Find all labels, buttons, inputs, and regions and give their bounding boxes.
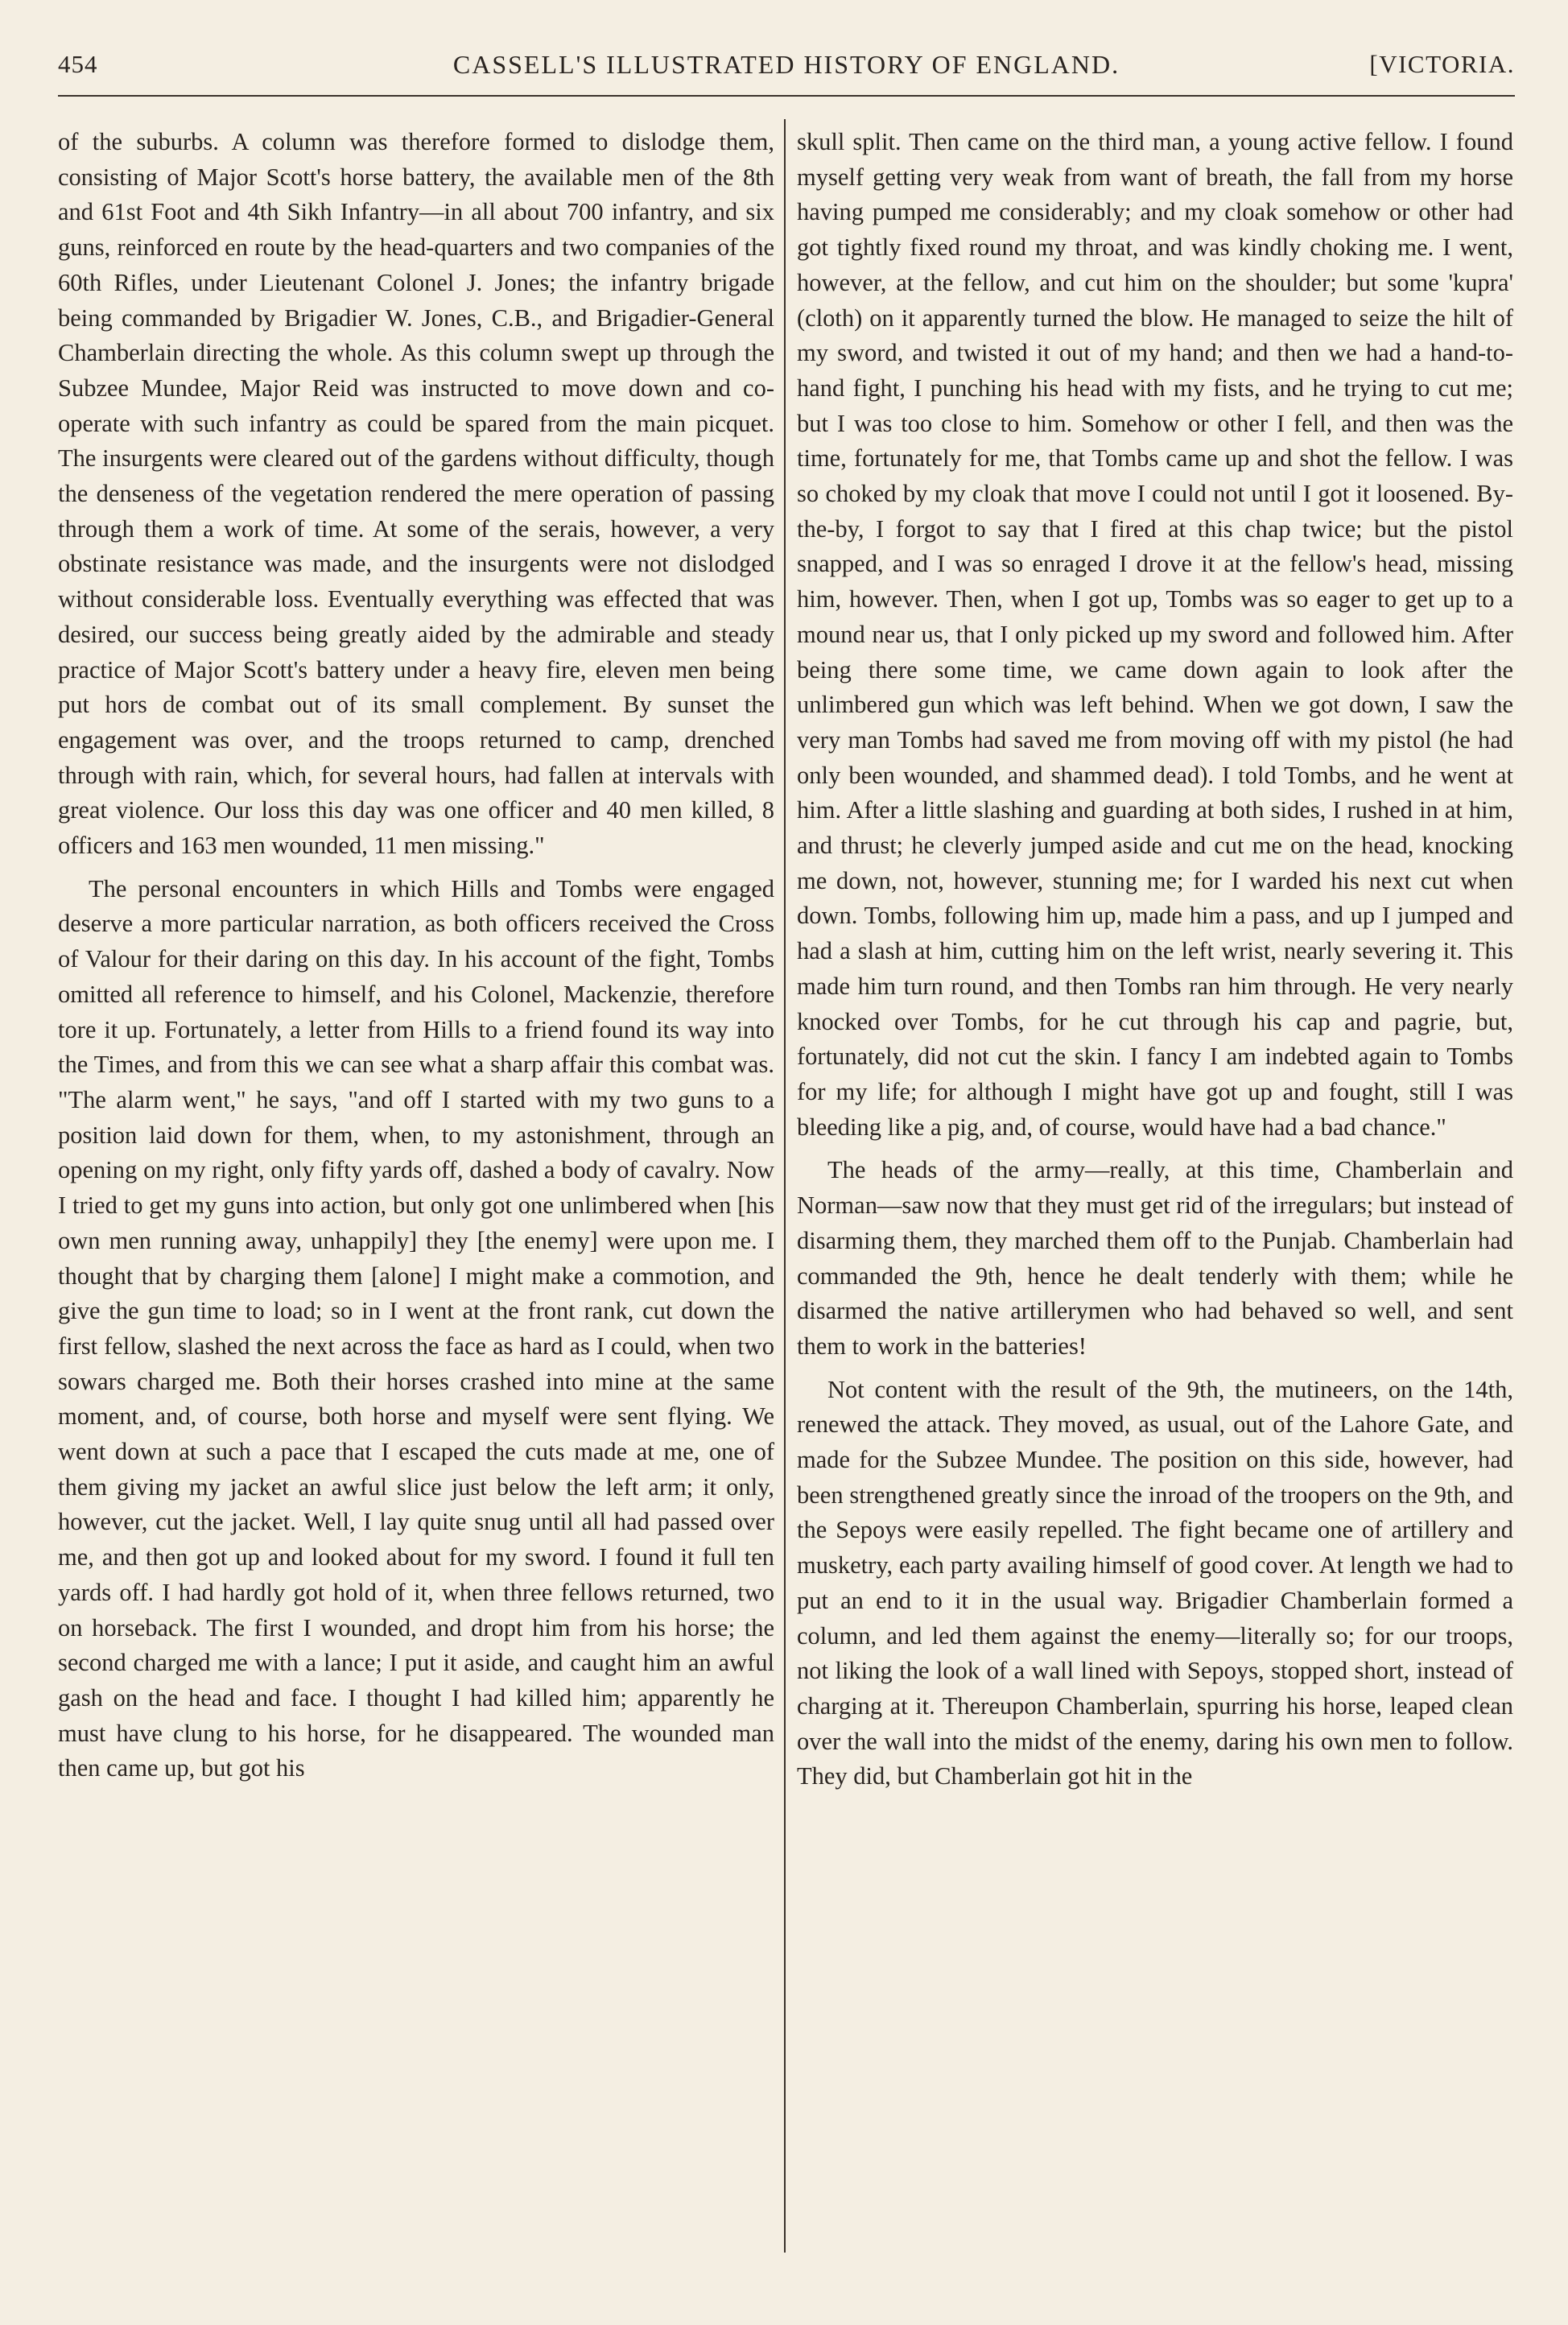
paragraph: of the suburbs. A column was therefore formed to dislodge them, consisting of Major Scott's horse battery, the available men of the 8th and 61st Foot and 4th Sikh Infantry—in all about 700 infantry, and six guns, reinforced en route by the head-quarters and two companies of the 60th Rifles, under Lieutenant Colonel J. Jones; the infantry brigade being commanded by Brigadier W. Jones, C.B., and Brigadier-General Chamberlain directing the whole. As this column swept up through the Subzee Mundee, Major Reid was instructed to move down and co-operate with such infantry as could be spared from the main picquet. The insurgents were cleared out of the gardens without difficulty, though the denseness of the vegetation rendered the mere operation of passing through them a work of time. At some of the serais, however, a very obstinate resistance was made, and the insurgents were not dislodged without considerable loss. Eventually everything was effected that was desired, our success being greatly aided by the admirable and steady practice of Major Scott's battery under a heavy fire, eleven men being put hors de combat out of its small complement. By sunset the engagement was over, and the troops returned to camp, drenched through with rain, which, for several hours, had fallen at intervals with great violence. Our loss this day was one officer and 40 men killed, 8 officers and 163 men wounded, 11 men missing." [58,128,774,860]
page-header [58,50,1515,90]
running-title: CASSELL'S ILLUSTRATED HISTORY OF ENGLAND. [452,50,1120,79]
left-column [58,125,774,1786]
right-column [797,125,1513,1794]
page-number: 454 [58,50,98,78]
section-label: [VICTORIA. [1369,50,1515,78]
paragraph: The personal encounters in which Hills and Tombs were engaged deserve a more particular narration, as both officers received the Cross of Valour for their daring on this day. In his account of the fight, Tombs omitted all reference to himself, and his Colonel, Mackenzie, therefore tore it up. Fortunately, a letter from Hills to a friend found its way into the Times, and from this we can see what a sharp affair this combat was. "The alarm went," he says, "and off I started with my two guns to a position laid down for them, when, to my astonishment, through an opening on my right, only fifty yards off, dashed a body of cavalry. Now I tried to get my guns into action, but only got one unlimbered when [his own men running away, unhappily] they [the enemy] were upon me. I thought that by charging them [alone] I might make a commotion, and give the gun time to load; so in I went at the front rank, cut down the first fellow, slashed the next across the face as hard as I could, when two sowars charged me. Both their horses crashed into mine at the same moment, and, of course, both horse and myself were sent flying. We went down at such a pace that I escaped the cuts made at me, one of them giving my jacket an awful slice just below the left arm; it only, however, cut the jacket. Well, I lay quite snug until all had passed over me, and then got up and looked about for my sword. I found it full ten yards off. I had hardly got hold of it, when three fellows returned, two on horseback. The first I wounded, and dropt him from his horse; the second charged me with a lance; I put it aside, and caught him an awful gash on the head and face. I thought I had killed him; apparently he must have clung to his horse, for he disappeared. The wounded man then came up, but got his [58,874,774,1782]
column-divider [784,119,786,2253]
header-rule [58,95,1515,97]
paragraph: The heads of the army—really, at this time, Chamberlain and Norman—saw now that they must get rid of the irregulars; but instead of disarming them, they marched them off to the Punjab. Chamberlain had commanded the 9th, hence he dealt tenderly with them; while he disarmed the native artillerymen who had behaved so well, and sent them to work in the batteries! [797,1156,1513,1360]
paragraph: skull split. Then came on the third man, a young active fellow. I found myself getting very weak from want of breath, the fall from my horse having pumped me considerably; and my cloak somehow or other had got tightly fixed round my throat, and was kindly choking me. I went, however, at the fellow, and cut him on the shoulder; but some 'kupra' (cloth) on it apparently turned the blow. He managed to seize the hilt of my sword, and twisted it out of my hand; and then we had a hand-to-hand fight, I punching his head with my fists, and he trying to cut me; but I was too close to him. Somehow or other I fell, and then was the time, fortunately for me, that Tombs came up and shot the fellow. I was so choked by my cloak that move I could not until I got it loosened. By-the-by, I forgot to say that I fired at this chap twice; but the pistol snapped, and I was so enraged I drove it at the fellow's head, missing him, however. Then, when I got up, Tombs was so eager to get up to a mound near us, that I only picked up my sword and followed him. After being there some time, we came down again to look after the unlimbered gun which was left behind. When we got down, I saw the very man Tombs had saved me from moving off with my pistol (he had only been wounded, and shammed dead). I told Tombs, and he went at him. After a little slashing and guarding at both sides, I rushed in at him, and thrust; he cleverly jumped aside and cut me on the head, knocking me down, not, however, stunning me; for I warded his next cut when down. Tombs, following him up, made him a pass, and up I jumped and had a slash at him, cutting him on the left wrist, nearly severing it. This made him turn round, and then Tombs ran him through. He very nearly knocked over Tombs, for he cut through his cap and pagrie, but, fortunately, did not cut the skin. I fancy I am indebted again to Tombs for my life; for although I might have got up and fought, still I was bleeding like a pig, and, of course, would have had a bad chance." [797,128,1513,1141]
paragraph: Not content with the result of the 9th, the mutineers, on the 14th, renewed the attack. They moved, as usual, out of the Lahore Gate, and made for the Subzee Mundee. The position on this side, however, had been strengthened greatly since the inroad of the troopers on the 9th, and the Sepoys were easily repelled. The fight became one of artillery and musketry, each party availing himself of good cover. At length we had to put an end to it in the usual way. Brigadier Chamberlain formed a column, and led them against the enemy—literally so; for our troops, not liking the look of a wall lined with Sepoys, stopped short, instead of charging at it. Thereupon Chamberlain, spurring his horse, leaped clean over the wall into the midst of the enemy, daring his own men to follow. They did, but Chamberlain got hit in the [797,1375,1513,1790]
